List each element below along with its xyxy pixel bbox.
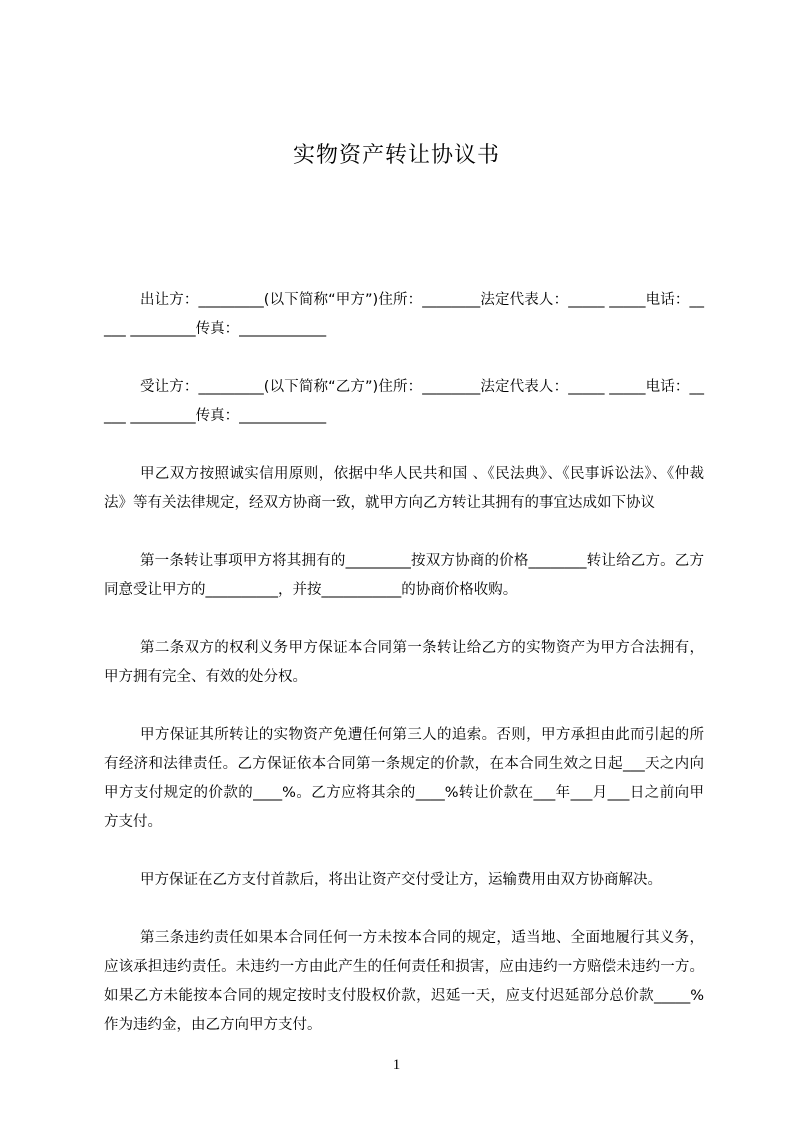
paragraph-transferor: 出让方：_________(以下简称“甲方”)住所：________法定代表人：_____ _____电话：_____ _________传真：____________: [104, 292, 704, 337]
paragraph-article-1: 第一条转让事项甲方将其拥有的_________按双方协商的价格________转让给乙方。乙方同意受让甲方的__________，并按___________的协商价格收购。: [104, 553, 704, 598]
page-number: 1: [392, 1057, 401, 1073]
paragraph-article-2-delivery: 甲方保证在乙方支付首款后，将出让资产交付受让方，运输费用由双方协商解决。: [140, 872, 662, 888]
paragraph-transferee: 受让方：_________(以下简称“乙方”)住所：________法定代表人：_____ _____电话：_____ _________传真：____________: [104, 379, 704, 424]
paragraph-article-2-guarantee: 甲方保证其所转让的实物资产免遭任何第三人的追索。否则，甲方承担由此而引起的所有经济和法律责任。乙方保证依本合同第一条规定的价款，在本合同生效之日起___天之内向甲方支付规定的价款的____%。乙方应将其余的____%转让价款在___年___月___日之前向甲方支付。: [104, 727, 704, 830]
document-title: 实物资产转让协议书: [292, 143, 500, 168]
paragraph-article-2: 第二条双方的权利义务甲方保证本合同第一条转让给乙方的实物资产为甲方合法拥有，甲方拥有完全、有效的处分权。: [104, 640, 704, 685]
paragraph-preamble: 甲乙双方按照诚实信用原则，依据中华人民共和国 、《民法典》、《民事诉讼法》、《仲裁法》等有关法律规定，经双方协商一致，就甲方向乙方转让其拥有的事宜达成如下协议: [104, 466, 704, 511]
document-body: [104, 286, 704, 1040]
paragraph-article-3: 第三条违约责任如果本合同任何一方未按本合同的规定，适当地、全面地履行其义务，应该承担违约责任。未违约一方由此产生的任何责任和损害，应由违约一方赔偿未违约一方。如果乙方未能按本合同的规定按时支付股权价款，迟延一天，应支付迟延部分总价款_____%作为违约金，由乙方向甲方支付。: [104, 930, 704, 1033]
